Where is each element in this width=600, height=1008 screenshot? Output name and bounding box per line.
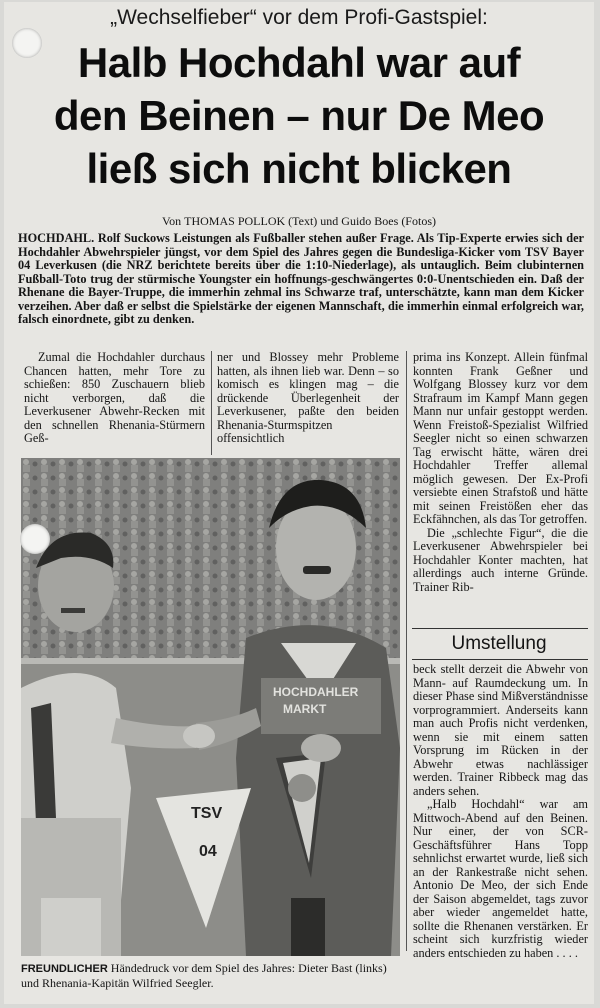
pennant-text-2: 04 [199,843,217,860]
subhead-rule-top [412,628,588,629]
col2-paragraph: ner und Blossey mehr Probleme hatten, als ihnen lieb war. Denn – so komisch es klingen mag – die drückende Überlegenheit der Leverkusener, paßte den beiden Rhenania-Sturmspitzen offensichtlich [217,350,399,445]
column-1 [24,351,205,446]
byline-suffix: (Fotos) [401,214,436,228]
column-3-bottom [413,663,588,960]
photo-illustration [21,458,400,956]
photo-caption [21,962,401,990]
kicker-line: „Wechselfieber“ vor dem Profi-Gastspiel: [110,6,488,29]
byline-prefix: Von [162,214,182,228]
column-divider [406,351,407,951]
lead-paragraph: HOCHDAHL. Rolf Suckows Leistungen als Fußballer stehen außer Frage. Als Tip-Experte erwies sich der Hochdahler Abwehrspieler jüngst, vor dem Spiel des Jahres gegen die Bundesliga-Kicker vom TSV Bayer 04 Leverkusen (die NRZ berichtete bereits über die 1:10-Niederlage), als untauglich. Beim clubinternen Fußball-Toto trug der stürmische Youngster ein hoffnungs-geschwängertes 0:0-Unentschieden ein. Daß der Rhenane die Bayer-Truppe, die immerhin zehmal ins Schwarze traf, unterschätzte, kann man dem Kicker verzeihen. Aber daß er selbst die Spielstärke der eigenen Mannschaft, die immerhin einmal erfolgreich war, falsch einordnete, gibt zu denken. [18,231,584,326]
col3-paragraph-2: Die „schlechte Figur“, die die Leverkusener Abwehrspieler bei Hochdahler Konter machten, hat allerdings auch interne Gründe. Trainer Rib- [413,525,588,594]
byline-middle: (Text) und Guido Boes [288,214,399,228]
subheading: Umstellung [451,633,547,654]
byline [4,214,594,229]
column-divider [211,351,212,455]
punch-hole [12,28,42,58]
pennant-text: TSV [191,805,223,822]
col3-paragraph-4: „Halb Hochdahl“ war am Mittwoch-Abend auf den Beinen. Nur einer, der von SCR-Geschäftsführer Hans Topp sehnlichst erwartet wurde, ließ sich an der Rankestraße nicht sehen. Antonio De Meo, der sich Ende der Saison abgemeldet, tags zuvor aber wieder angemeldet hatte, sollte die Rhenanen verstärken. Er scheint sich kurzfristig wieder anders entschieden zu haben . . . . [413,797,588,960]
caption-lead: FREUNDLICHER [21,963,108,975]
newspaper-clipping [4,2,594,1004]
subhead-rule-bottom [412,659,588,660]
headline-line-3: ließ sich nicht blicken [86,145,512,192]
headline [4,36,594,195]
headline-line-1: Halb Hochdahl war auf [77,39,521,86]
news-photo [21,458,400,956]
byline-author: THOMAS POLLOK [184,214,286,228]
jersey-text: HOCHDAHLER [273,685,359,699]
column-2 [217,351,399,446]
col1-paragraph: Zumal die Hochdahler durchaus Chancen hatten, mehr Tore zu schießen: 850 Zuschauern blieb nicht verborgen, daß die Leverkusener Abwehr-Recken mit den schnellen Rhenania-Stürmern Geß- [24,350,205,445]
column-3-top [413,351,588,594]
headline-line-2: den Beinen – nur De Meo [53,92,545,139]
jersey-text-2: MARKT [283,702,327,716]
caption-text: Händedruck vor dem Spiel des Jahres: Dieter Bast (links) und Rhenania-Kapitän Wilfried Seegler. [21,961,387,990]
col3-paragraph-3: beck stellt derzeit die Abwehr von Mann- auf Raumdeckung um. In dieser Phase sind Mißverständnisse vorprogrammiert. Anderseits kann man auch Profis nicht verdenken, wenn sie mit einem satten Vorsprung im Rücken in der Abwehr etwas nachlässiger werden. Trainer Ribbeck mag das anders sehen. [413,662,588,798]
punch-hole [20,524,50,554]
col3-paragraph-1: prima ins Konzept. Allein fünfmal konnten Frank Geßner und Wolfgang Blossey kurz vor dem Strafraum im Kampf Mann gegen Mann nur unfair gestoppt werden. Wenn Freistoß-Spezialist Wilfried Seegler nicht so einen schwarzen Tag erwischt hätte, wären drei Hochdahler Treffer allemal möglich gewesen. Der Ex-Profi versiebte einen Strafstoß und hätte mit seinen Freistößen eher das Eckfähnchen, als das Tor getroffen. [413,350,588,526]
